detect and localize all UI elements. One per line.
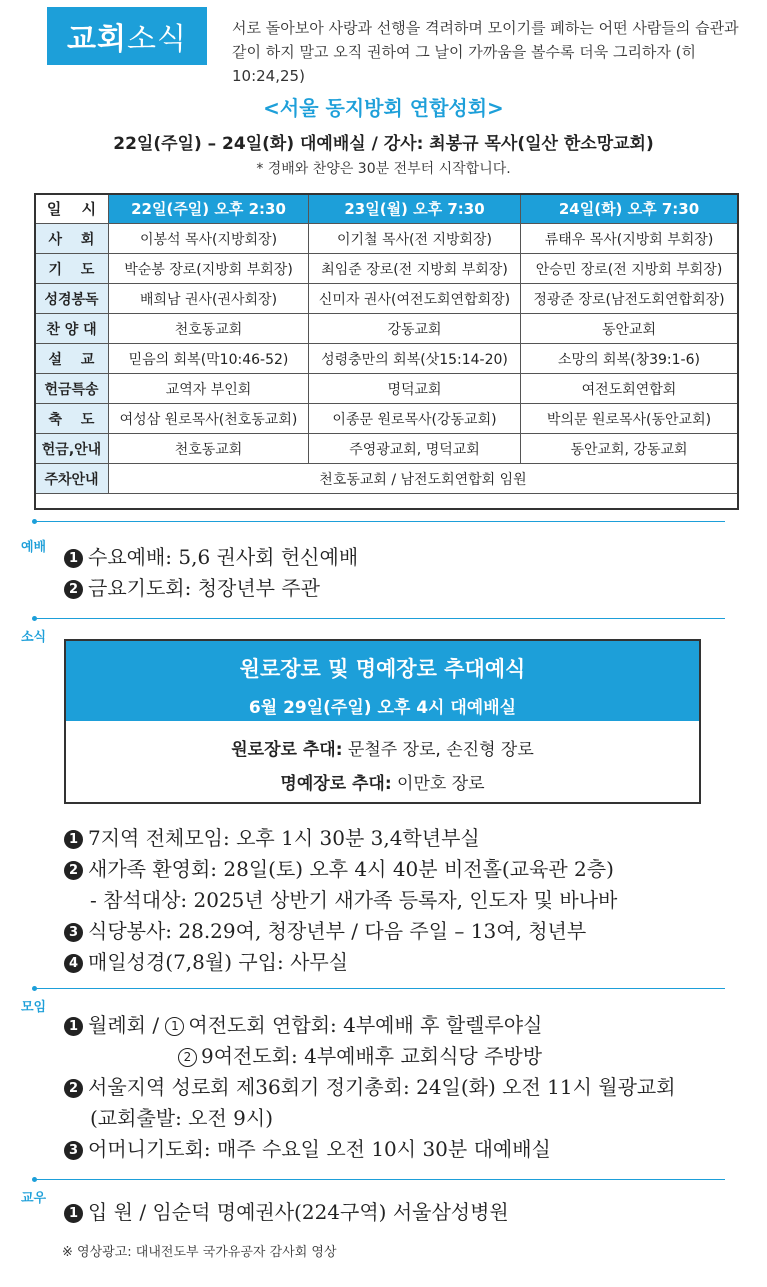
- table-cell: 소망의 회복(창39:1-6): [521, 344, 738, 374]
- table-cell: 배희남 권사(권사회장): [109, 284, 309, 314]
- table-cell: 이종문 원로목사(강동교회): [309, 404, 521, 434]
- row-label: 찬 양 대: [35, 314, 109, 344]
- row-label: 헌금,안내: [35, 434, 109, 464]
- section-divider: [34, 988, 725, 989]
- table-cell: 동안교회, 강동교회: [521, 434, 738, 464]
- list-item: 3 어머니기도회: 매주 수요일 오전 10시 30분 대예배실: [64, 1133, 551, 1162]
- table-cell: 최임준 장로(전 지방회 부회장): [309, 254, 521, 284]
- revival-subtitle: 22일(주일) – 24일(화) 대예배실 / 강사: 최봉규 목사(일산 한소망교회): [113, 134, 654, 154]
- table-cell: 천호동교회 / 남전도회연합회 임원: [109, 464, 738, 494]
- table-cell: 동안교회: [521, 314, 738, 344]
- list-item: 2 새가족 환영회: 28일(토) 오후 4시 40분 비전홀(교육관 2층): [64, 853, 614, 882]
- row-label: 기 도: [35, 254, 109, 284]
- table-cell: 박순봉 장로(지방회 부회장): [109, 254, 309, 284]
- schedule-header-row: [35, 194, 738, 224]
- list-item: 3 식당봉사: 28.29여, 청장년부 / 다음 주일 – 13여, 청년부: [64, 915, 586, 944]
- table-row: [35, 404, 738, 434]
- section-divider: [34, 1179, 725, 1180]
- table-row: [35, 464, 738, 494]
- table-cell: 천호동교회: [109, 314, 309, 344]
- table-cell: 신미자 권사(여전도회연합회장): [309, 284, 521, 314]
- section-badge: 교회 소식: [47, 7, 207, 65]
- row-label: 설 교: [35, 344, 109, 374]
- row-label: 헌금특송: [35, 374, 109, 404]
- ceremony-body: 원로장로 추대: 문철주 장로, 손진형 장로 명예장로 추대: 이만호 장로: [231, 740, 534, 794]
- list-item: 4 매일성경(7,8월) 구입: 사무실: [64, 946, 348, 975]
- schedule-table: [34, 193, 738, 494]
- bible-verse: 서로 돌아보아 사랑과 선행을 격려하며 모이기를 폐하는 어떤 사람들의 습관과 같이 하지 말고 오직 권하여 그 날이 가까움을 볼수록 더욱 그리하자 (히10:24,25): [232, 19, 739, 85]
- table-row: [35, 314, 738, 344]
- section-label-news: 소식: [21, 630, 47, 645]
- ceremony-time: 6월 29일(주일) 오후 4시 대예배실: [248, 698, 517, 718]
- row-label: 성경봉독: [35, 284, 109, 314]
- table-cell: 여성삼 원로목사(천호동교회): [109, 404, 309, 434]
- table-row: [35, 254, 738, 284]
- table-cell: 천호동교회: [109, 434, 309, 464]
- footer-note: ※ 영상광고: 대내전도부 국가유공자 감사회 영상: [62, 1245, 337, 1260]
- table-cell: 강동교회: [309, 314, 521, 344]
- table-cell: 박의문 원로목사(동안교회): [521, 404, 738, 434]
- ceremony-title: 원로장로 및 명예장로 추대예식: [239, 657, 526, 681]
- schedule-day: 23일(월) 오후 7:30: [309, 194, 521, 224]
- table-cell: 교역자 부인회: [109, 374, 309, 404]
- schedule-corner: 일 시: [35, 194, 109, 224]
- table-cell: 여전도회연합회: [521, 374, 738, 404]
- table-row: [35, 434, 738, 464]
- table-cell: 믿음의 회복(막10:46-52): [109, 344, 309, 374]
- table-cell: 안승민 장로(전 지방회 부회장): [521, 254, 738, 284]
- list-item: 1 수요예배: 5,6 권사회 헌신예배: [64, 541, 358, 570]
- section-label-members: 교우: [21, 1191, 47, 1206]
- section-label-meetings: 모임: [21, 1000, 47, 1015]
- section-divider: [34, 521, 725, 522]
- list-item: 1 입 원 / 임순덕 명예권사(224구역) 서울삼성병원: [64, 1196, 509, 1225]
- schedule-day: 22일(주일) 오후 2:30: [109, 194, 309, 224]
- row-label: 주차안내: [35, 464, 109, 494]
- list-sub-item: 2 9여전도회: 4부예배후 교회식당 주방방: [178, 1040, 542, 1069]
- table-row: [35, 284, 738, 314]
- list-item: 1 7지역 전체모임: 오후 1시 30분 3,4학년부실: [64, 822, 480, 851]
- list-item: 1 월례회 / 1 여전도회 연합회: 4부예배 후 할렐루야실: [64, 1009, 542, 1038]
- list-item: 2 서울지역 성로회 제36회기 정기총회: 24일(화) 오전 11시 월광교회: [64, 1071, 676, 1100]
- table-cell: 성령충만의 회복(삿15:14-20): [309, 344, 521, 374]
- list-item: 2 금요기도회: 청장년부 주관: [64, 572, 320, 601]
- table-cell: 명덕교회: [309, 374, 521, 404]
- table-cell: 이봉석 목사(지방회장): [109, 224, 309, 254]
- revival-title: <서울 동지방회 연합성회>: [263, 96, 504, 120]
- list-sub-item: - 참석대상: 2025년 상반기 새가족 등록자, 인도자 및 바나바: [90, 888, 618, 912]
- revival-note: * 경배와 찬양은 30분 전부터 시작합니다.: [256, 161, 511, 177]
- row-label: 사 회: [35, 224, 109, 254]
- table-row: [35, 344, 738, 374]
- table-row: [35, 224, 738, 254]
- ceremony-box: [64, 639, 701, 804]
- table-cell: 정광준 장로(남전도회연합회장): [521, 284, 738, 314]
- table-cell: 주영광교회, 명덕교회: [309, 434, 521, 464]
- list-sub-item: (교회출발: 오전 9시): [90, 1106, 274, 1130]
- table-row: [35, 374, 738, 404]
- table-cell: 이기철 목사(전 지방회장): [309, 224, 521, 254]
- table-cell: 류태우 목사(지방회 부회장): [521, 224, 738, 254]
- schedule-day: 24일(화) 오후 7:30: [521, 194, 738, 224]
- row-label: 축 도: [35, 404, 109, 434]
- section-label-worship: 예배: [21, 540, 47, 555]
- section-divider: [34, 618, 725, 619]
- ceremony-header: [66, 641, 699, 721]
